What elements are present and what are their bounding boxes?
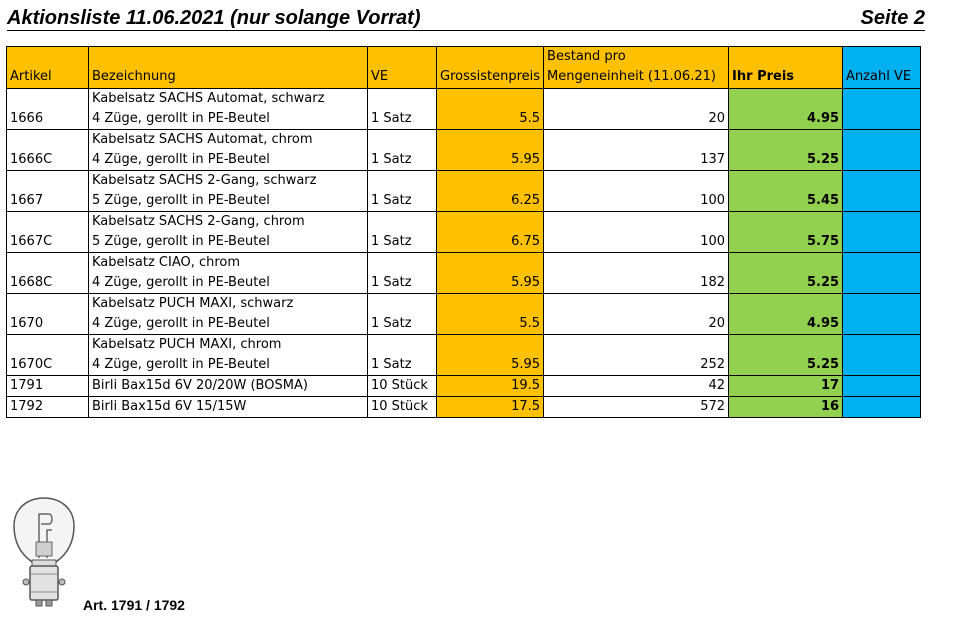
header-ve: VE (368, 47, 437, 89)
cell-bezeichnung (89, 212, 368, 253)
cell-grossistenpreis: 5.95 (437, 130, 544, 171)
page-number: Seite 2 (860, 7, 925, 29)
cell-artikel: 1670 (7, 294, 89, 335)
header-bestand-line2: Mengeneinheit (11.06.21) (547, 69, 716, 84)
desc-line-2: 4 Züge, gerollt in PE-Beutel (92, 357, 270, 372)
cell-bezeichnung (89, 171, 368, 212)
cell-ihr-preis: 16 (729, 397, 843, 418)
table-row (7, 89, 921, 130)
cell-grossistenpreis: 5.95 (437, 335, 544, 376)
desc-line-1: Kabelsatz SACHS Automat, schwarz (92, 91, 325, 106)
desc-line-1: Kabelsatz SACHS 2-Gang, chrom (92, 214, 305, 229)
table-row (7, 212, 921, 253)
table-row (7, 376, 921, 397)
cell-grossistenpreis: 6.25 (437, 171, 544, 212)
cell-bestand: 572 (544, 397, 729, 418)
cell-bestand: 100 (544, 171, 729, 212)
cell-artikel: 1670C (7, 335, 89, 376)
desc-line-2: 4 Züge, gerollt in PE-Beutel (92, 111, 270, 126)
table-row (7, 335, 921, 376)
cell-ve: 1 Satz (368, 130, 437, 171)
cell-grossistenpreis: 17.5 (437, 397, 544, 418)
table-row (7, 171, 921, 212)
table-row (7, 397, 921, 418)
table-row (7, 294, 921, 335)
cell-artikel: 1667 (7, 171, 89, 212)
header-grossistenpreis: Grossistenpreis (437, 47, 544, 89)
table-row (7, 130, 921, 171)
desc-line-1: Kabelsatz PUCH MAXI, chrom (92, 337, 282, 352)
cell-bestand: 137 (544, 130, 729, 171)
bulb-icon (12, 496, 76, 608)
cell-ve: 1 Satz (368, 253, 437, 294)
cell-grossistenpreis: 19.5 (437, 376, 544, 397)
cell-ihr-preis: 5.75 (729, 212, 843, 253)
cell-grossistenpreis: 5.5 (437, 294, 544, 335)
header-ihr-preis: Ihr Preis (729, 47, 843, 89)
cell-grossistenpreis: 5.5 (437, 89, 544, 130)
header-row (7, 47, 921, 89)
cell-anzahl-ve[interactable] (843, 335, 921, 376)
cell-artikel: 1666 (7, 89, 89, 130)
cell-anzahl-ve[interactable] (843, 89, 921, 130)
desc-line-2: 5 Züge, gerollt in PE-Beutel (92, 193, 270, 208)
cell-grossistenpreis: 5.95 (437, 253, 544, 294)
page-title: Aktionsliste 11.06.2021 (nur solange Vorrat) (7, 7, 421, 29)
cell-artikel: 1667C (7, 212, 89, 253)
cell-ihr-preis: 4.95 (729, 89, 843, 130)
cell-anzahl-ve[interactable] (843, 294, 921, 335)
cell-bezeichnung: Birli Bax15d 6V 20/20W (BOSMA) (89, 376, 368, 397)
cell-ve: 1 Satz (368, 89, 437, 130)
cell-ve: 10 Stück (368, 397, 437, 418)
cell-artikel: 1668C (7, 253, 89, 294)
cell-bezeichnung (89, 253, 368, 294)
desc-line-2: 4 Züge, gerollt in PE-Beutel (92, 275, 270, 290)
price-table (6, 46, 921, 418)
desc-line-1: Kabelsatz SACHS Automat, chrom (92, 132, 313, 147)
image-caption: Art. 1791 / 1792 (83, 597, 185, 613)
desc-line-2: 4 Züge, gerollt in PE-Beutel (92, 152, 270, 167)
title-bar (7, 6, 925, 31)
desc-line-2: 4 Züge, gerollt in PE-Beutel (92, 316, 270, 331)
desc-line-1: Kabelsatz SACHS 2-Gang, schwarz (92, 173, 317, 188)
cell-anzahl-ve[interactable] (843, 212, 921, 253)
cell-anzahl-ve[interactable] (843, 130, 921, 171)
desc-line-1: Kabelsatz PUCH MAXI, schwarz (92, 296, 294, 311)
cell-ve: 1 Satz (368, 335, 437, 376)
cell-artikel: 1791 (7, 376, 89, 397)
cell-bestand: 252 (544, 335, 729, 376)
cell-artikel: 1792 (7, 397, 89, 418)
cell-bezeichnung (89, 130, 368, 171)
header-bestand (544, 47, 729, 89)
cell-artikel: 1666C (7, 130, 89, 171)
header-artikel: Artikel (7, 47, 89, 89)
cell-ihr-preis: 4.95 (729, 294, 843, 335)
cell-bezeichnung (89, 335, 368, 376)
cell-anzahl-ve[interactable] (843, 171, 921, 212)
desc-line-2: 5 Züge, gerollt in PE-Beutel (92, 234, 270, 249)
cell-grossistenpreis: 6.75 (437, 212, 544, 253)
header-bezeichnung: Bezeichnung (89, 47, 368, 89)
cell-bestand: 20 (544, 89, 729, 130)
cell-ve: 10 Stück (368, 376, 437, 397)
cell-ihr-preis: 5.25 (729, 335, 843, 376)
cell-bestand: 182 (544, 253, 729, 294)
cell-bestand: 20 (544, 294, 729, 335)
cell-bezeichnung: Birli Bax15d 6V 15/15W (89, 397, 368, 418)
cell-bezeichnung (89, 294, 368, 335)
cell-ihr-preis: 5.45 (729, 171, 843, 212)
cell-ihr-preis: 17 (729, 376, 843, 397)
cell-ve: 1 Satz (368, 294, 437, 335)
cell-bezeichnung (89, 89, 368, 130)
cell-ihr-preis: 5.25 (729, 130, 843, 171)
cell-ihr-preis: 5.25 (729, 253, 843, 294)
cell-ve: 1 Satz (368, 212, 437, 253)
header-bestand-line1: Bestand pro (547, 49, 626, 64)
cell-ve: 1 Satz (368, 171, 437, 212)
cell-anzahl-ve[interactable] (843, 253, 921, 294)
header-anzahl-ve: Anzahl VE (843, 47, 921, 89)
table-row (7, 253, 921, 294)
cell-bestand: 42 (544, 376, 729, 397)
desc-line-1: Kabelsatz CIAO, chrom (92, 255, 241, 270)
cell-anzahl-ve[interactable] (843, 376, 921, 397)
cell-bestand: 100 (544, 212, 729, 253)
cell-anzahl-ve[interactable] (843, 397, 921, 418)
